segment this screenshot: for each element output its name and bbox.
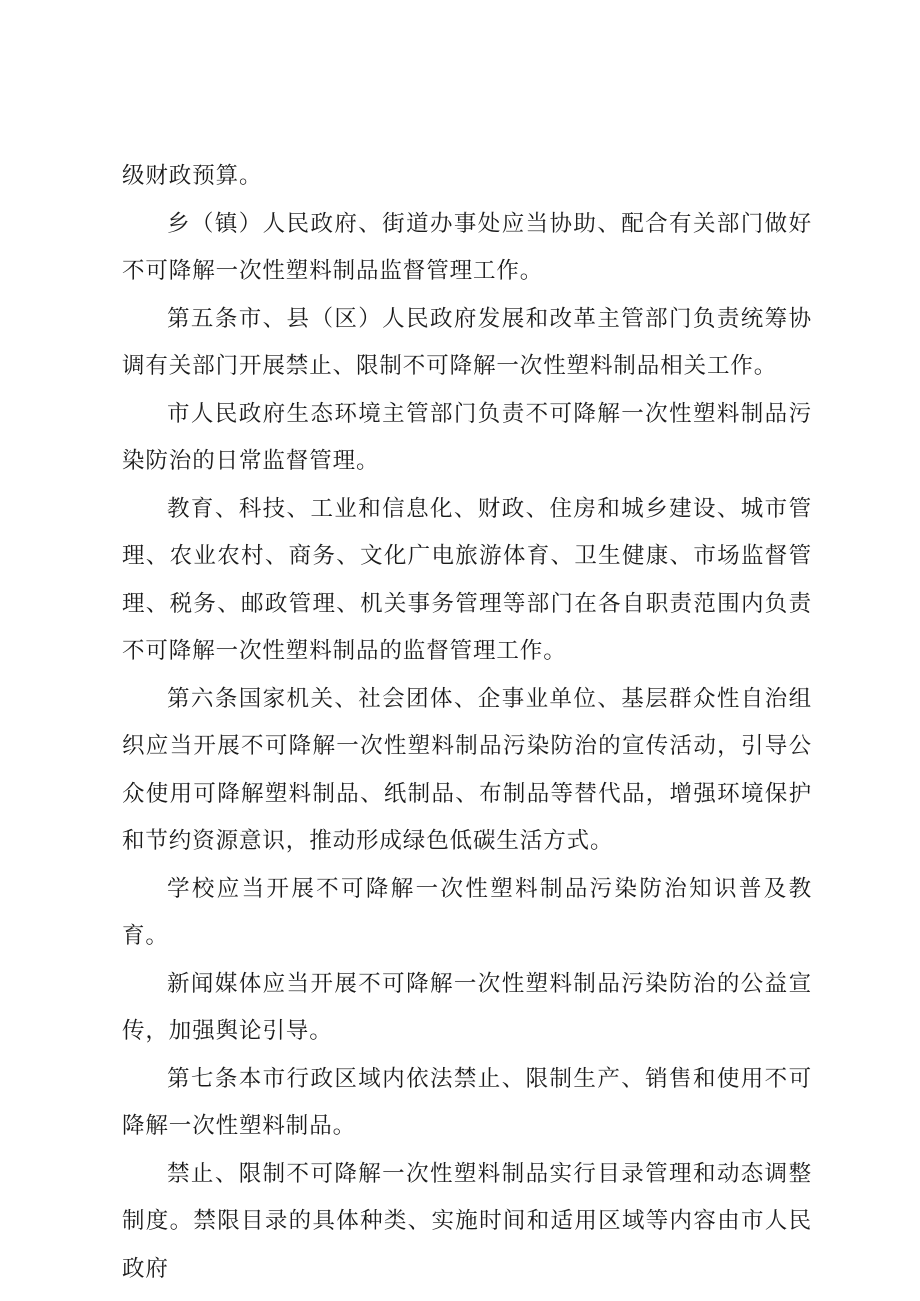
paragraph-schools-education: 学校应当开展不可降解一次性塑料制品污染防治知识普及教育。 bbox=[122, 875, 812, 949]
paragraph-article-6: 第六条国家机关、社会团体、企事业单位、基层群众性自治组织应当开展不可降解一次性塑料制品污染防治的宣传活动，引导公众使用可降解塑料制品、纸制品、布制品等替代品，增强环境保护和节约资源意识，推动形成绿色低碳生活方式。 bbox=[122, 685, 812, 854]
document-body bbox=[122, 153, 812, 1293]
paragraph-article-5: 第五条市、县（区）人民政府发展和改革主管部门负责统筹协调有关部门开展禁止、限制不可降解一次性塑料制品相关工作。 bbox=[122, 305, 812, 379]
paragraph-ecology-supervision: 市人民政府生态环境主管部门负责不可降解一次性塑料制品污染防治的日常监督管理。 bbox=[122, 400, 812, 474]
paragraph-article-7: 第七条本市行政区域内依法禁止、限制生产、销售和使用不可降解一次性塑料制品。 bbox=[122, 1065, 812, 1139]
paragraph-township-assist: 乡（镇）人民政府、街道办事处应当协助、配合有关部门做好不可降解一次性塑料制品监督管理工作。 bbox=[122, 210, 812, 284]
paragraph-continuation-budget: 级财政预算。 bbox=[122, 163, 263, 189]
paragraph-departments-duties: 教育、科技、工业和信息化、财政、住房和城乡建设、城市管理、农业农村、商务、文化广电旅游体育、卫生健康、市场监督管理、税务、邮政管理、机关事务管理等部门在各自职责范围内负责不可降解一次性塑料制品的监督管理工作。 bbox=[122, 495, 812, 664]
paragraph-news-media: 新闻媒体应当开展不可降解一次性塑料制品污染防治的公益宣传，加强舆论引导。 bbox=[122, 970, 812, 1044]
paragraph-catalog-management: 禁止、限制不可降解一次性塑料制品实行目录管理和动态调整制度。禁限目录的具体种类、实施时间和适用区域等内容由市人民政府 bbox=[122, 1160, 812, 1282]
